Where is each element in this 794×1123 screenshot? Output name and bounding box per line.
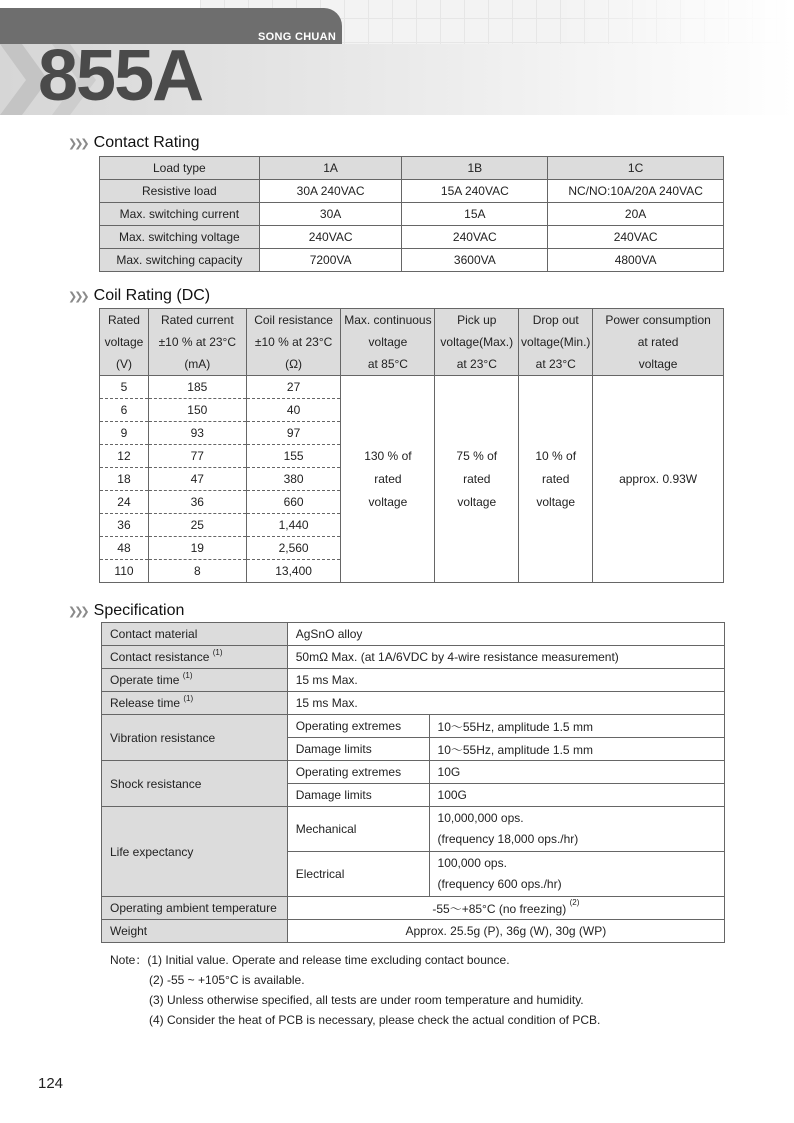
- table-row: Max. switching capacity 7200VA 3600VA 4800VA: [100, 249, 724, 272]
- contact-rating-title: ❯❯❯ Contact Rating: [68, 134, 200, 151]
- coil-rating-table: [99, 308, 724, 583]
- table-row: 110 8 13,400: [100, 560, 724, 583]
- table-row: 36 25 1,440: [100, 514, 724, 537]
- model-number: 855A: [38, 36, 203, 115]
- table-row: Resistive load 30A 240VAC 15A 240VAC NC/NO:10A/20A 240VAC: [100, 180, 724, 203]
- page-header: [0, 0, 794, 115]
- specification-table: [101, 622, 725, 943]
- table-row: Electrical 100,000 ops. (frequency 600 ops./hr): [102, 852, 725, 897]
- note-item: Note：(1) Initial value. Operate and release time excluding contact bounce.: [110, 953, 510, 967]
- table-row: Max. switching current 30A 15A 20A: [100, 203, 724, 226]
- brand-name: SONG CHUAN: [258, 31, 337, 43]
- table-header-row: Rated Rated current Coil resistance Max. continuous Pick up Drop out Power consumption: [100, 309, 724, 332]
- triple-chevron-icon: ❯❯❯: [68, 290, 87, 303]
- note-item: (4) Consider the heat of PCB is necessary, please check the actual condition of PCB.: [149, 1013, 601, 1027]
- table-row: 6 150 40: [100, 399, 724, 422]
- table-row: Weight Approx. 25.5g (P), 36g (W), 30g (WP): [102, 920, 725, 943]
- table-header-row: Load type 1A 1B 1C: [100, 157, 724, 180]
- table-row: 18 47 380: [100, 468, 724, 491]
- table-row: Max. switching voltage 240VAC 240VAC 240VAC: [100, 226, 724, 249]
- notes-block: [110, 950, 600, 1030]
- table-row: Life expectancy Mechanical 10,000,000 ops. (frequency 18,000 ops./hr): [102, 807, 725, 852]
- table-row: Operate time $^{(1)}$ 15 ms Max.: [102, 669, 725, 692]
- table-row: Contact material AgSnO alloy: [102, 623, 725, 646]
- table-row: Contact resistance $^{(1)}$ 50mΩ Max. (at 1A/6VDC by 4-wire resistance measurement): [102, 646, 725, 669]
- table-row: 5 185 27 130 % of rated voltage 75 % of rated voltage 10 % of rated voltage approx. 0.93W: [100, 376, 724, 399]
- note-item: (3) Unless otherwise specified, all tests are under room temperature and humidity.: [149, 993, 584, 1007]
- table-header-row: voltage ±10 % at 23°C ±10 % at 23°C voltage voltage(Max.) voltage(Min.) at rated: [100, 331, 724, 353]
- table-row: Damage limits 10～55Hz, amplitude 1.5 mm: [102, 738, 725, 761]
- table-row: Damage limits 100G: [102, 784, 725, 807]
- page-number: 124: [38, 1075, 64, 1092]
- dropout-voltage-cell: 10 % of rated voltage: [519, 376, 593, 583]
- table-row: 12 77 155: [100, 445, 724, 468]
- table-row: 9 93 97: [100, 422, 724, 445]
- max-continuous-voltage-cell: 130 % of rated voltage: [341, 376, 435, 583]
- table-header-row: (V) (mA) (Ω) at 85°C at 23°C at 23°C voltage: [100, 353, 724, 376]
- table-row: 48 19 2,560: [100, 537, 724, 560]
- specification-title: ❯❯❯ Specification: [68, 602, 185, 619]
- pickup-voltage-cell: 75 % of rated voltage: [435, 376, 519, 583]
- table-row: Shock resistance Operating extremes 10G: [102, 761, 725, 784]
- table-row: Vibration resistance Operating extremes 10～55Hz, amplitude 1.5 mm: [102, 715, 725, 738]
- table-row: Release time $^{(1)}$ 15 ms Max.: [102, 692, 725, 715]
- note-item: (2) -55 ~ +105°C is available.: [149, 973, 305, 987]
- contact-rating-table: [99, 156, 724, 272]
- triple-chevron-icon: ❯❯❯: [68, 605, 87, 618]
- coil-rating-title: ❯❯❯ Coil Rating (DC): [68, 287, 211, 304]
- table-row: Operating ambient temperature -55～+85°C (no freezing) $^{(2)}$: [102, 897, 725, 920]
- triple-chevron-icon: ❯❯❯: [68, 137, 87, 150]
- table-row: 24 36 660: [100, 491, 724, 514]
- power-consumption-cell: approx. 0.93W: [593, 376, 724, 583]
